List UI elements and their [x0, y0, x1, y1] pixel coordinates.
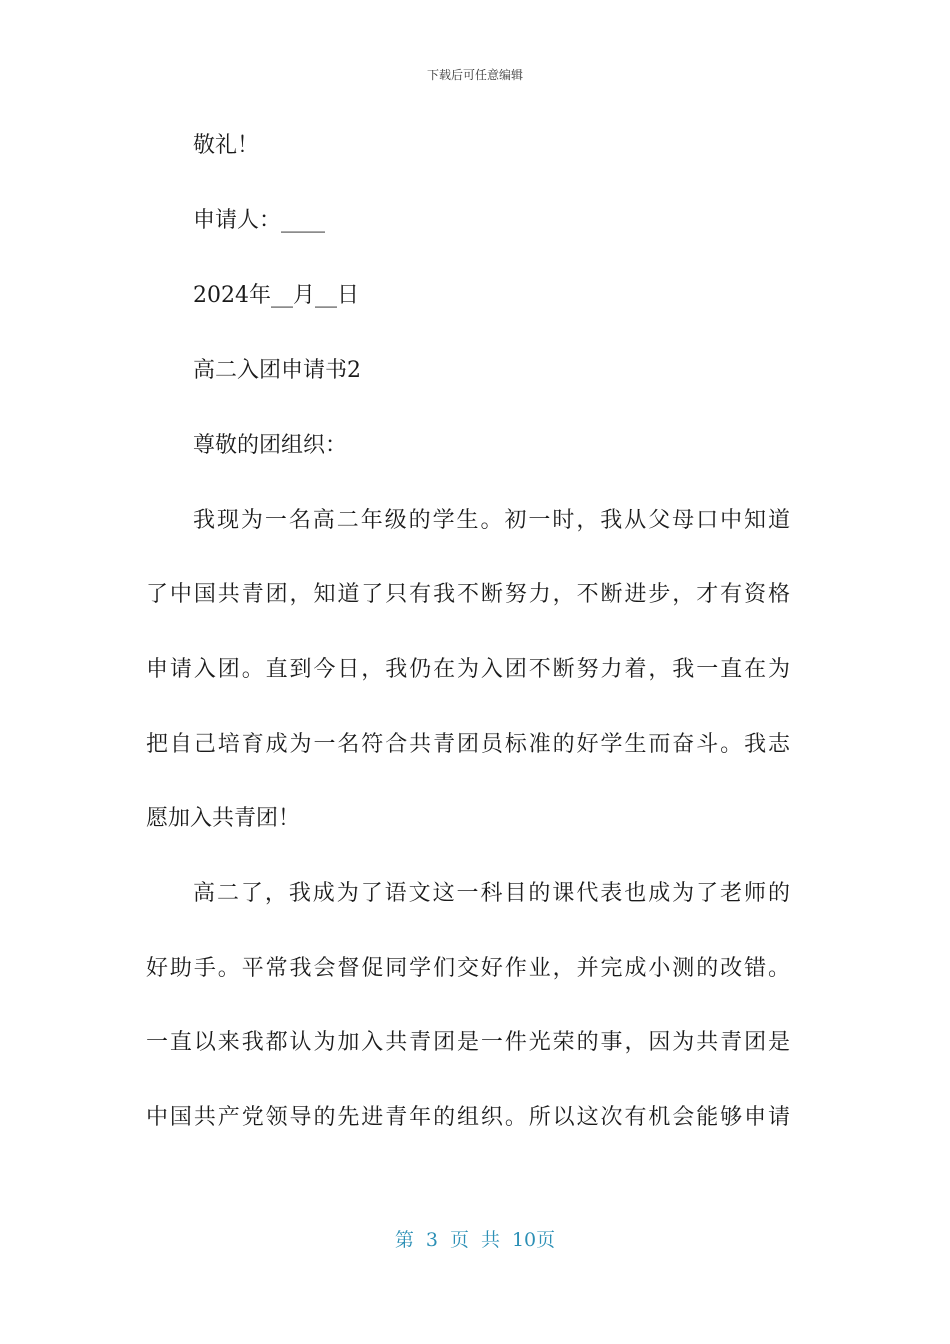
footer-total-pages: 10页: [511, 1229, 556, 1251]
footer-gong: 共: [480, 1229, 500, 1251]
date-line: 2024年__月__日: [193, 283, 359, 308]
paragraph-line: 愿加入共青团！: [146, 806, 301, 831]
footer-ye: 页: [449, 1229, 469, 1251]
closing-salutation: 敬礼！: [193, 133, 260, 158]
paragraph-line: 申请入团。直到今日，我仍在为入团不断努力着，我一直在为: [146, 657, 790, 682]
page-footer: [0, 1225, 950, 1252]
footer-page-number: 3: [425, 1229, 438, 1251]
footer-di: 第: [394, 1229, 414, 1251]
applicant-line: 申请人：____: [193, 208, 326, 233]
paragraph-line: 高二了，我成为了语文这一科目的课代表也成为了老师的: [193, 881, 790, 906]
paragraph-line: 把自己培育成为一名符合共青团员标准的好学生而奋斗。我志: [146, 732, 790, 757]
paragraph-line: 我现为一名高二年级的学生。初一时，我从父母口中知道: [193, 508, 790, 533]
page-header: 下载后可任意编辑: [426, 68, 523, 82]
greeting-line: 尊敬的团组织：: [193, 433, 348, 458]
section-title: 高二入团申请书2: [193, 358, 361, 383]
paragraph-line: 一直以来我都认为加入共青团是一件光荣的事，因为共青团是: [146, 1030, 790, 1055]
paragraph-line: 中国共产党领导的先进青年的组织。所以这次有机会能够申请: [146, 1105, 790, 1130]
paragraph-line: 好助手。平常我会督促同学们交好作业，并完成小测的改错。: [146, 956, 790, 981]
paragraph-line: 了中国共青团，知道了只有我不断努力，不断进步，才有资格: [146, 582, 790, 607]
